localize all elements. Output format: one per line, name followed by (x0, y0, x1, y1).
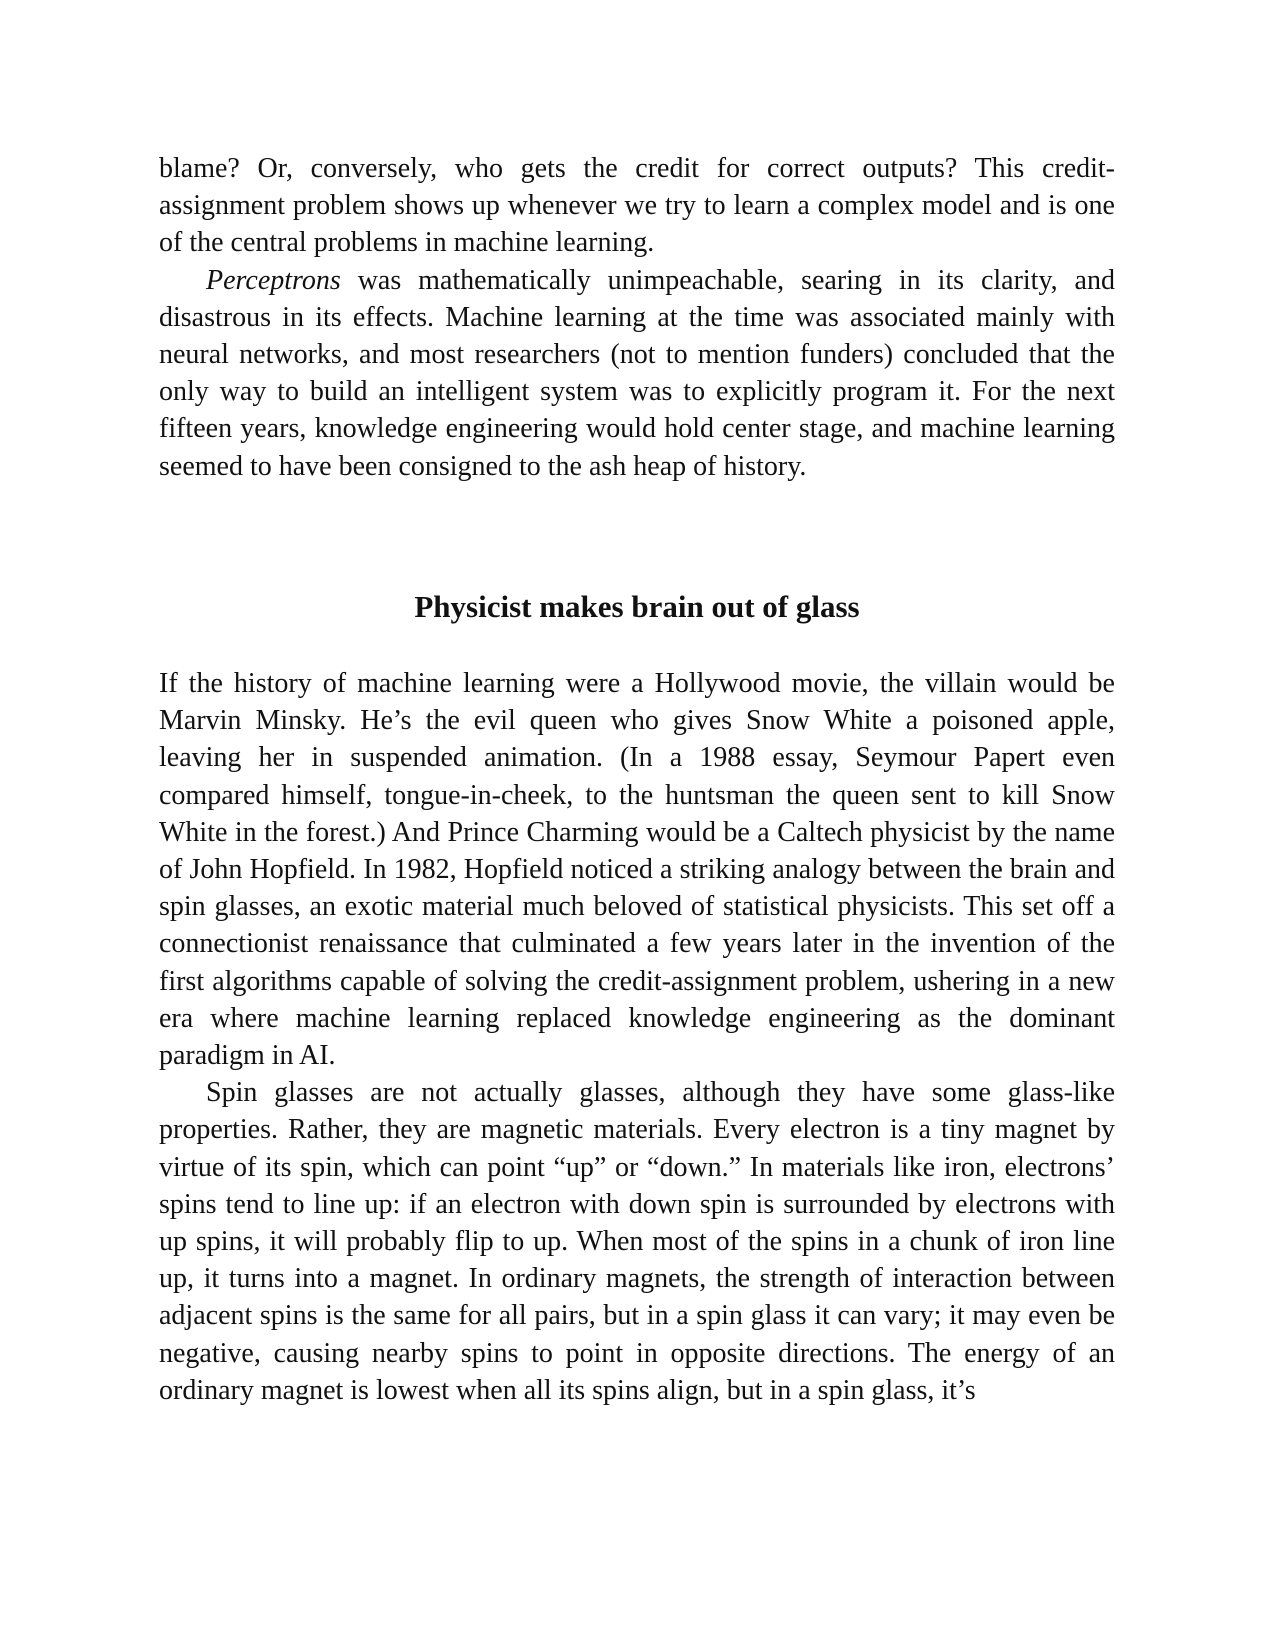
book-title-perceptrons: Perceptrons (206, 264, 341, 296)
paragraph-spin-glasses: Spin glasses are not actually glasses, although they have some glass-like properties. Rather, they are magnetic materials. Every electron is a tiny magnet by virtue of its spin, which can point “up” or “down.” In materials like iron, electrons’ spins tend to line up: if an electron with down spin is surrounded by electrons with up spins, it will probably flip to up. When most of the spins in a chunk of iron line up, it turns into a magnet. In ordinary magnets, the strength of interaction between adjacent spins is the same for all pairs, but in a spin glass it can vary; it may even be negative, causing nearby spins to point in opposite directions. The energy of an ordinary magnet is lowest when all its spins align, but in a spin glass, it’s (159, 1077, 1115, 1406)
paragraph-continuation: blame? Or, conversely, who gets the credit for correct outputs? This credit-assignment problem shows up whenever we try to learn a complex model and is one of the central problems in machine learning. (159, 153, 1115, 259)
text-block-after-heading (159, 665, 1115, 1409)
section-heading: Physicist makes brain out of glass (414, 589, 860, 624)
paragraph-hollywood: If the history of machine learning were a Hollywood movie, the villain would be Marvin Minsky. He’s the evil queen who gives Snow White a poisoned apple, leaving her in suspended animation. (In a 1988 essay, Seymour Papert even compared himself, tongue-in-cheek, to the huntsman the queen sent to kill Snow White in the forest.) And Prince Charming would be a Caltech physicist by the name of John Hopfield. In 1982, Hopfield noticed a striking analogy between the brain and spin glasses, an exotic material much beloved of statistical physicists. This set off a connectionist renaissance that culminated a few years later in the invention of the first algorithms capable of solving the credit-assignment problem, ushering in a new era where machine learning replaced knowledge engineering as the dominant paradigm in AI. (159, 668, 1115, 1072)
paragraph-perceptrons (159, 262, 1115, 485)
paragraph-perceptrons-body: was mathematically unimpeachable, searing in its clarity, and disastrous in its effects. Machine learning at the time was associated mainly with neural networks, and most researchers (not to mention funders) concluded that the only way to build an intelligent system was to explicitly program it. For the next fifteen years, knowledge engineering would hold center stage, and machine learning seemed to have been consigned to the ash heap of history. (159, 264, 1115, 482)
text-block-before-heading (159, 150, 1115, 485)
